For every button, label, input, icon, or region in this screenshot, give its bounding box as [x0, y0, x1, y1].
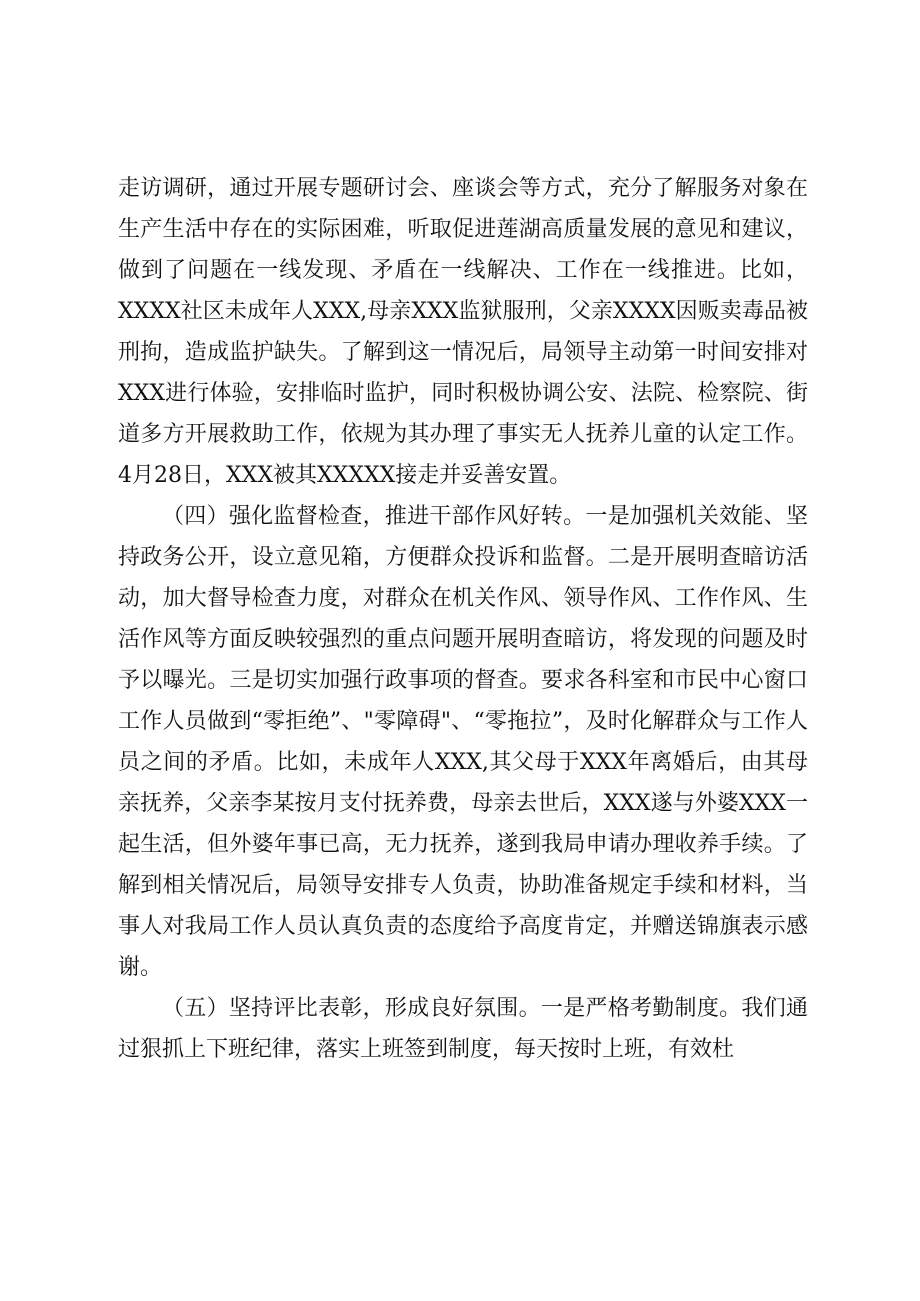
document-body	[118, 168, 808, 1070]
paragraph-continued: 走访调研，通过开展专题研讨会、座谈会等方式，充分了解服务对象在生产生活中存在的实际困难，听取促进莲湖高质量发展的意见和建议，做到了问题在一线发现、矛盾在一线解决、工作在一线推进。比如，XXXX社区未成年人XXX,母亲XXX监狱服刑，父亲XXXX因贩卖毒品被刑拘，造成监护缺失。了解到这一情况后，局领导主动第一时间安排对XXX进行体验，安排临时监护，同时积极协调公安、法院、检察院、街道多方开展救助工作，依规为其办理了事实无人抚养儿童的认定工作。4月28日，XXX被其XXXXX接走并妥善安置。	[118, 176, 808, 488]
paragraph-section-5: （五）坚持评比表彰，形成良好氛围。一是严格考勤制度。我们通过狠抓上下班纪律，落实上班签到制度，每天按时上班，有效杜	[118, 996, 808, 1062]
paragraph-section-4: （四）强化监督检查，推进干部作风好转。一是加强机关效能、坚持政务公开，设立意见箱，方便群众投诉和监督。二是开展明查暗访活动，加大督导检查力度，对群众在机关作风、领导作风、工作作风、生活作风等方面反映较强烈的重点问题开展明查暗访，将发现的问题及时予以曝光。三是切实加强行政事项的督查。要求各科室和市民中心窗口工作人员做到“零拒绝”、"零障碍"、“零拖拉”，及时化解群众与工作人员之间的矛盾。比如，未成年人XXX,其父母于XXX年离婚后，由其母亲抚养，父亲李某按月支付抚养费，母亲去世后，XXX遂与外婆XXX一起生活，但外婆年事已高，无力抚养，遂到我局申请办理收养手续。了解到相关情况后，局领导安排专人负责，协助准备规定手续和材料，当事人对我局工作人员认真负责的态度给予高度肯定，并赠送锦旗表示感谢。	[118, 504, 808, 980]
